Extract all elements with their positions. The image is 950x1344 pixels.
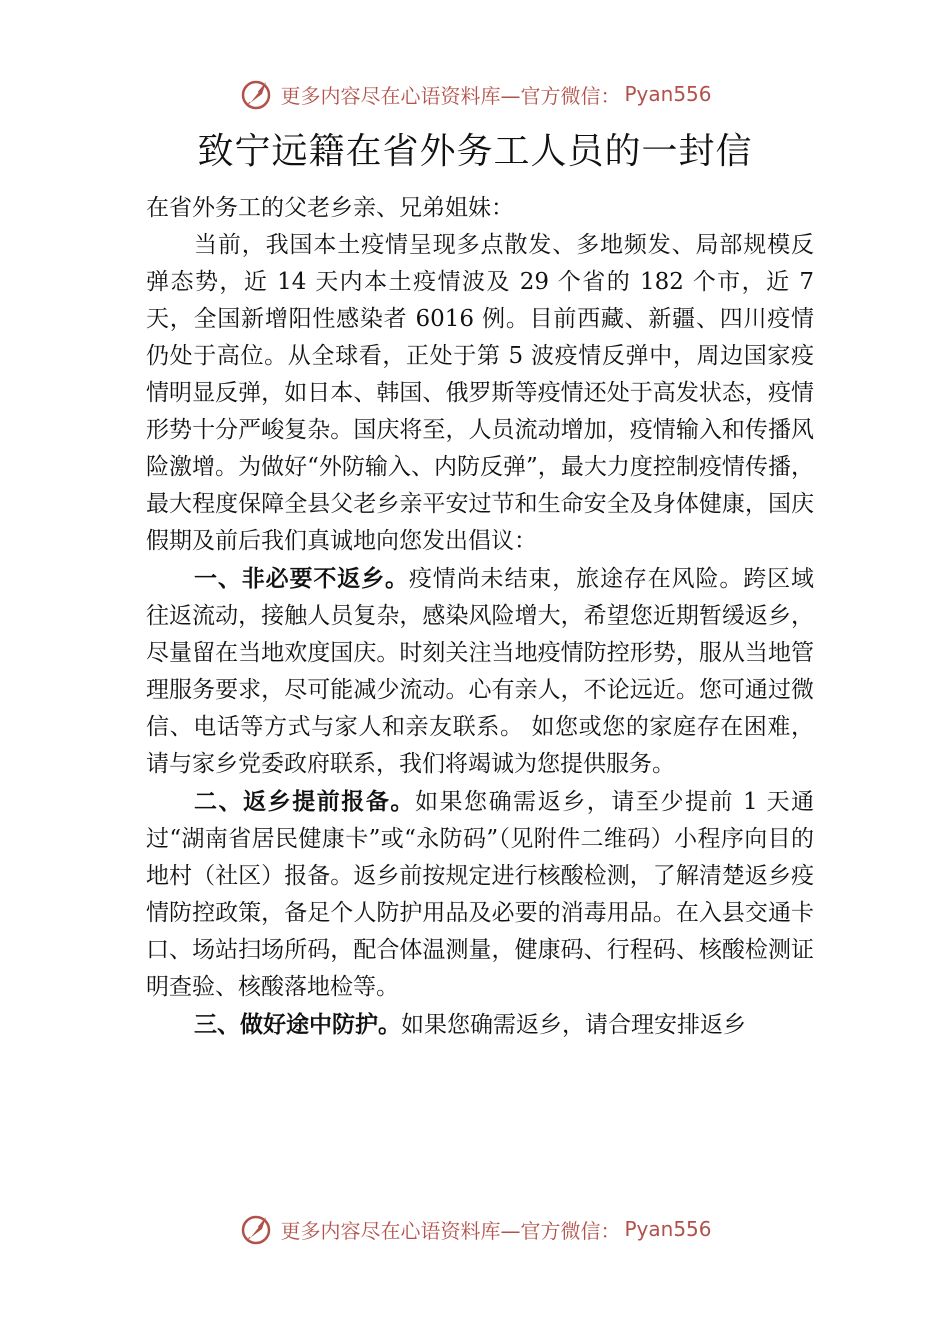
item-body-2: 如果您确需返乡，请至少提前 1 天通过“湖南省居民健康卡”或“永防码”（见附件二维码）小程序向目的地村（社区）报备。返乡前按规定进行核酸检测，了解清楚返乡疫情防控政策，备足个人防护用品及必要的消毒用品。在入县交通卡口、场站扫场所码，配合体温测量，健康码、行程码、核酸检测证明查验、核酸落地检等。 (146, 789, 814, 1000)
letter-body (146, 190, 814, 1044)
item-body-1: 疫情尚未结束，旅途存在风险。跨区域往返流动，接触人员复杂，感染风险增大，希望您近期暂缓返乡，尽量留在当地欢度国庆。时刻关注当地疫情防控形势，服从当地管理服务要求，尽可能减少流动。心有亲人，不论远近。您可通过微信、电话等方式与家人和亲友联系。 如您或您的家庭存在困难，请与家乡党委政府联系，我们将竭诚为您提供服务。 (146, 566, 815, 777)
watermark-footer (0, 1209, 950, 1249)
watermark-text: 更多内容尽在心语资料库—官方微信： (280, 1218, 621, 1243)
watermark-wechat-id: Pyan556 (624, 82, 712, 106)
watermark-header (0, 74, 950, 114)
item-paragraph-1 (146, 560, 814, 783)
quill-circle-icon (238, 76, 274, 112)
quill-circle-icon (238, 1211, 274, 1247)
item-heading-2: 二、返乡提前报备。 (194, 788, 415, 815)
watermark-wechat-id: Pyan556 (624, 1217, 712, 1241)
salutation: 在省外务工的父老乡亲、兄弟姐妹： (146, 195, 514, 221)
item-paragraph-2 (146, 783, 814, 1006)
item-paragraph-3 (146, 1006, 814, 1044)
item-heading-1: 一、非必要不返乡。 (194, 565, 409, 592)
intro-paragraph: 当前，我国本土疫情呈现多点散发、多地频发、局部规模反弹态势，近 14 天内本土疫情波及 29 个省的 182 个市，近 7 天，全国新增阳性感染者 6016 例。目前西藏、新疆、四川疫情仍处于高位。从全球看，正处于第 5 波疫情反弹中，周边国家疫情明显反弹，如日本、韩国、俄罗斯等疫情还处于高发状态，疫情形势十分严峻复杂。国庆将至，人员流动增加，疫情输入和传播风险激增。为做好“外防输入、内防反弹”，最大力度控制疫情传播，最大程度保障全县父老乡亲平安过节和生命安全及身体健康，国庆假期及前后我们真诚地向您发出倡议： (146, 232, 814, 554)
item-heading-3: 三、做好途中防护。 (194, 1011, 401, 1038)
item-body-3: 如果您确需返乡，请合理安排返乡 (401, 1012, 746, 1038)
watermark-text: 更多内容尽在心语资料库—官方微信： (280, 83, 621, 108)
page-title: 致宁远籍在省外务工人员的一封信 (197, 131, 753, 172)
